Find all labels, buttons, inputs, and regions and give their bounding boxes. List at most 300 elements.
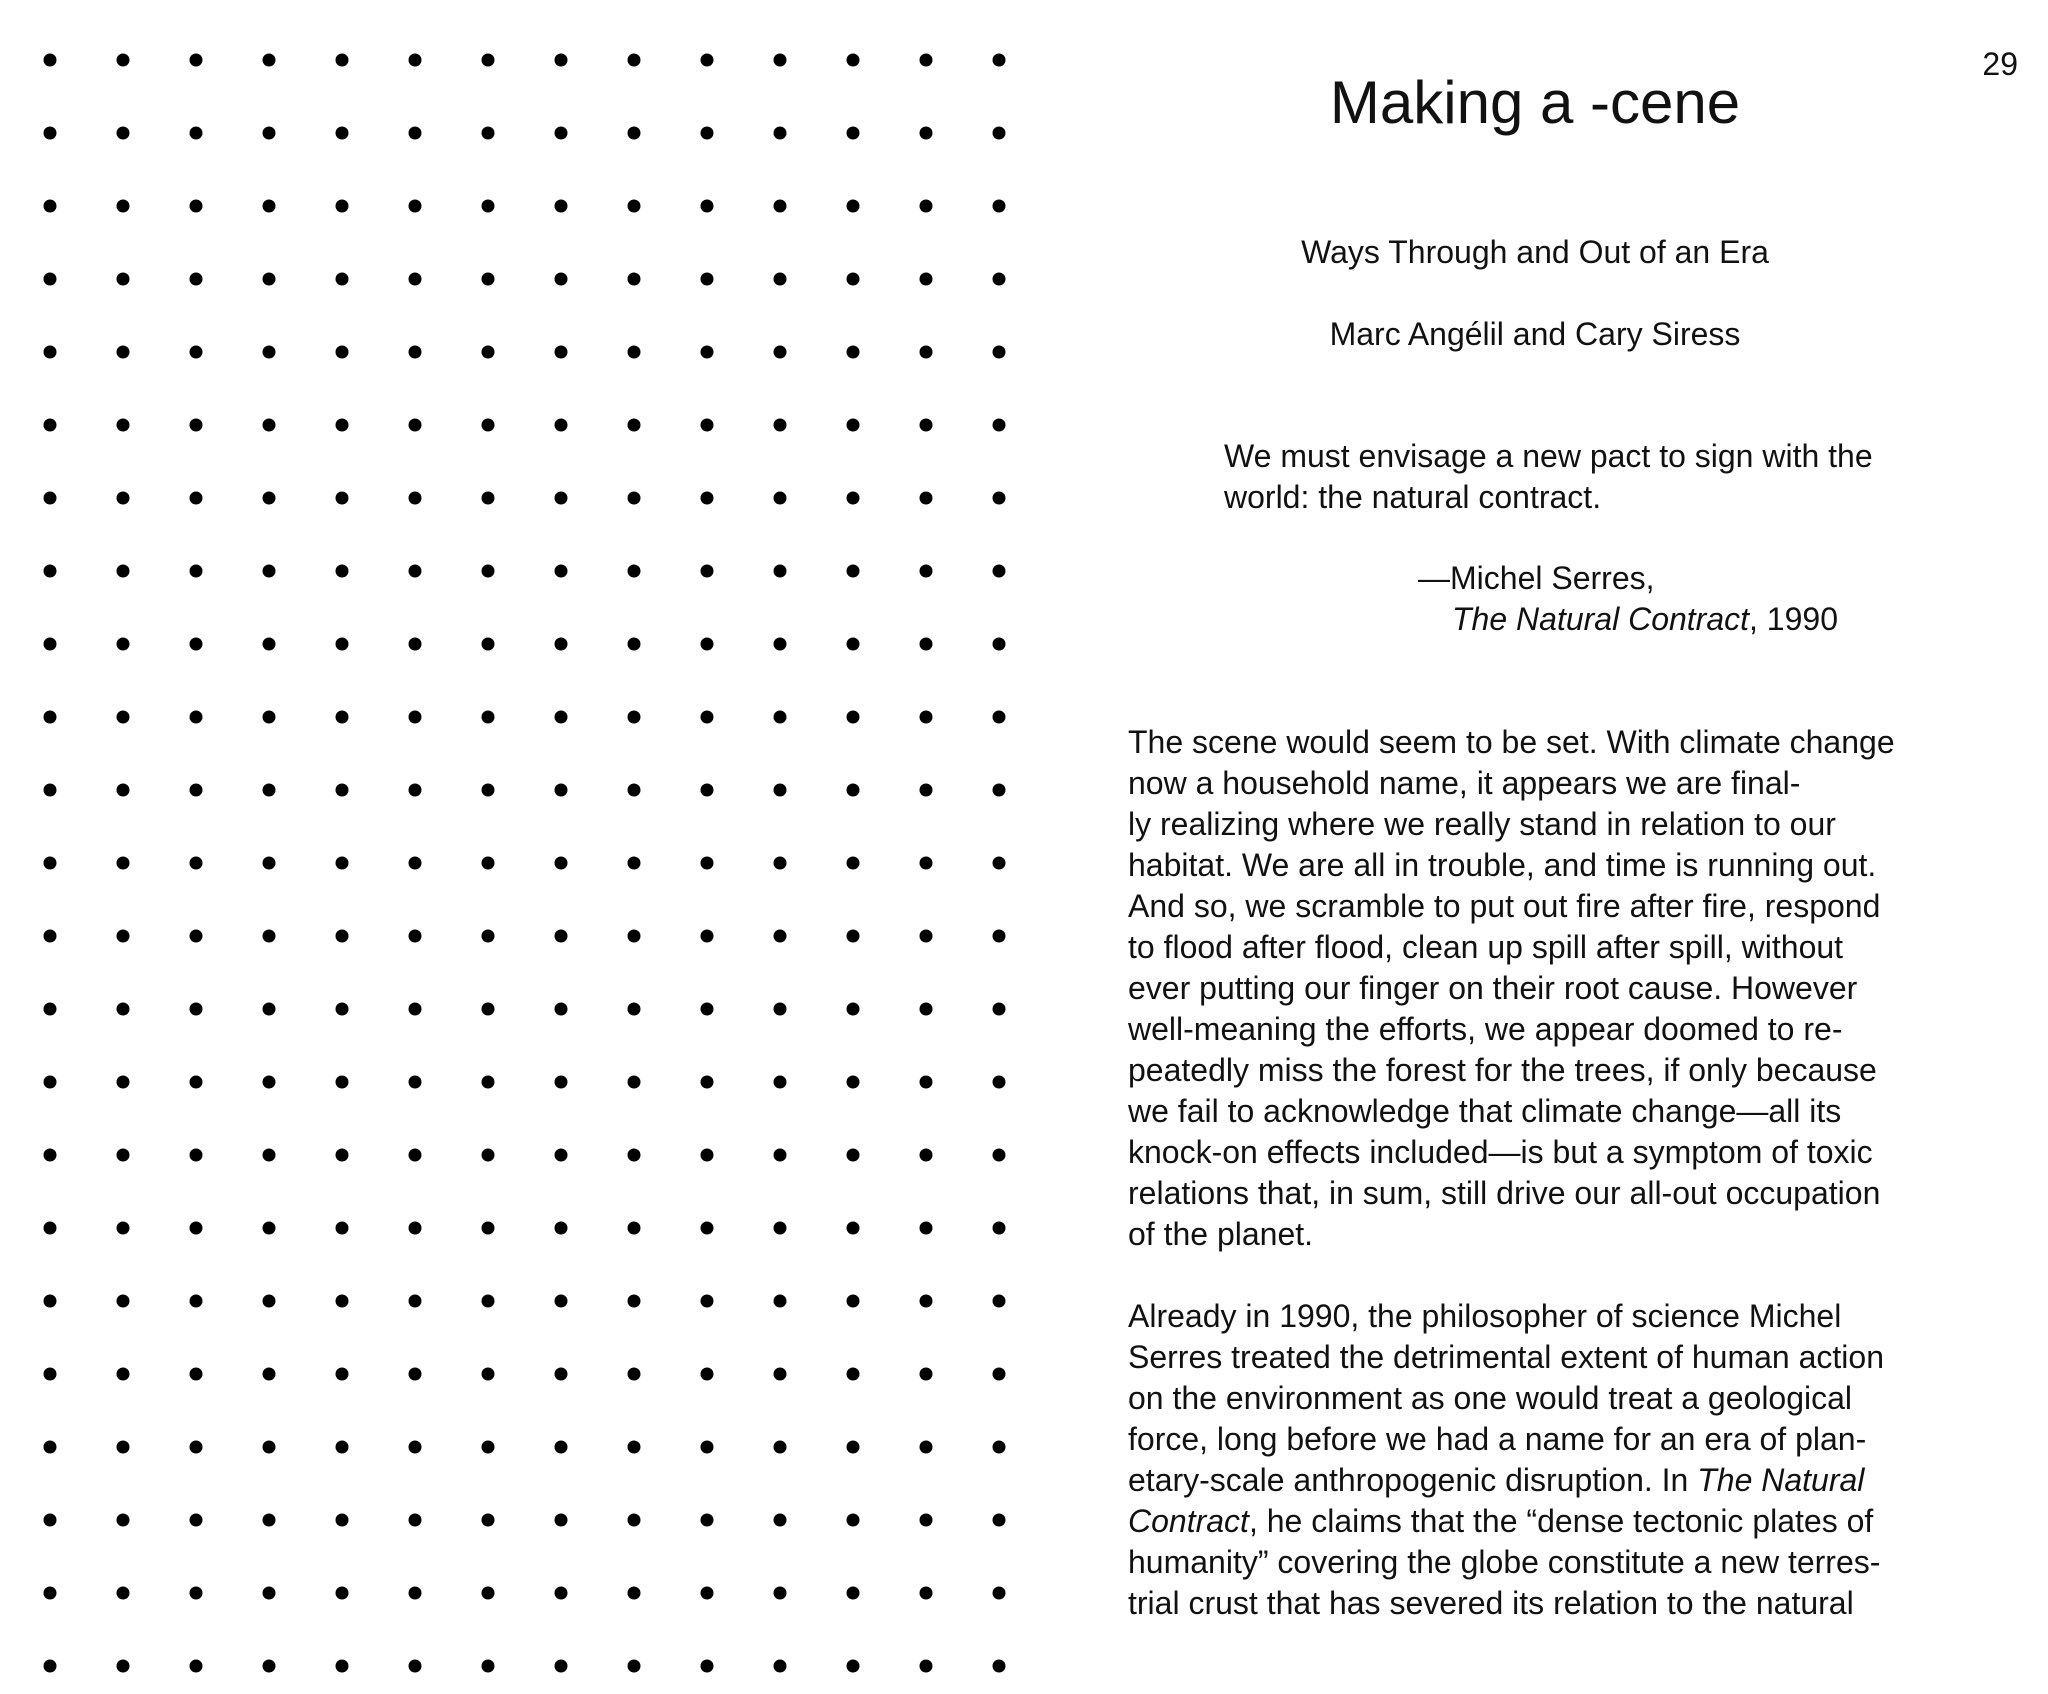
grid-dot — [44, 273, 57, 286]
grid-dot — [628, 1660, 641, 1673]
grid-dot — [482, 711, 495, 724]
epigraph-attribution — [1418, 558, 1938, 640]
grid-dot — [555, 1149, 568, 1162]
grid-dot — [409, 638, 422, 651]
grid-dot — [336, 127, 349, 140]
grid-dot — [774, 930, 787, 943]
grid-dot — [117, 127, 130, 140]
body-paragraph-2 — [1128, 1296, 1988, 1624]
grid-dot — [555, 784, 568, 797]
grid-dot — [993, 711, 1006, 724]
body-line: to flood after flood, clean up spill after spill, without — [1128, 929, 1844, 965]
grid-dot — [628, 711, 641, 724]
grid-dot — [920, 1003, 933, 1016]
grid-dot — [993, 1587, 1006, 1600]
grid-dot — [44, 1660, 57, 1673]
grid-dot — [336, 1368, 349, 1381]
grid-dot — [336, 492, 349, 505]
grid-dot — [993, 1660, 1006, 1673]
grid-dot — [628, 127, 641, 140]
grid-dot — [409, 857, 422, 870]
grid-dot — [44, 1587, 57, 1600]
grid-dot — [555, 419, 568, 432]
grid-dot — [555, 1514, 568, 1527]
grid-dot — [409, 930, 422, 943]
grid-dot — [336, 419, 349, 432]
grid-dot — [263, 1222, 276, 1235]
grid-dot — [482, 638, 495, 651]
grid-dot — [263, 1368, 276, 1381]
grid-dot — [44, 1076, 57, 1089]
grid-dot — [117, 54, 130, 67]
grid-dot — [190, 1076, 203, 1089]
grid-dot — [701, 200, 714, 213]
grid-dot — [263, 492, 276, 505]
grid-dot — [774, 54, 787, 67]
grid-dot — [263, 784, 276, 797]
grid-dot — [774, 857, 787, 870]
grid-dot — [44, 930, 57, 943]
grid-dot — [847, 127, 860, 140]
grid-dot — [409, 1660, 422, 1673]
grid-dot — [482, 200, 495, 213]
grid-dot — [920, 419, 933, 432]
grid-dot — [482, 273, 495, 286]
grid-dot — [263, 1660, 276, 1673]
grid-dot — [336, 638, 349, 651]
grid-dot — [263, 638, 276, 651]
grid-dot — [44, 492, 57, 505]
grid-dot — [555, 273, 568, 286]
grid-dot — [409, 711, 422, 724]
grid-dot — [628, 638, 641, 651]
grid-dot — [920, 1514, 933, 1527]
grid-dot — [190, 1368, 203, 1381]
grid-dot — [190, 346, 203, 359]
grid-dot — [482, 1003, 495, 1016]
body-line: Serres treated the detrimental extent of human action — [1128, 1339, 1884, 1375]
grid-dot — [555, 127, 568, 140]
grid-dot — [628, 1587, 641, 1600]
grid-dot — [336, 1149, 349, 1162]
grid-dot — [701, 1514, 714, 1527]
grid-dot — [555, 638, 568, 651]
grid-dot — [117, 346, 130, 359]
grid-dot — [701, 857, 714, 870]
grid-dot — [44, 565, 57, 578]
grid-dot — [774, 1514, 787, 1527]
grid-dot — [701, 1660, 714, 1673]
grid-dot — [482, 127, 495, 140]
grid-dot — [482, 784, 495, 797]
grid-dot — [482, 1587, 495, 1600]
grid-dot — [628, 1514, 641, 1527]
body-line: on the environment as one would treat a geological — [1128, 1380, 1853, 1416]
grid-dot — [190, 1149, 203, 1162]
body-paragraph-1 — [1128, 722, 1988, 1255]
grid-dot — [628, 1003, 641, 1016]
grid-dot — [44, 1514, 57, 1527]
grid-dot — [628, 419, 641, 432]
grid-dot — [555, 1076, 568, 1089]
grid-dot — [847, 930, 860, 943]
grid-dot — [117, 1222, 130, 1235]
grid-dot — [190, 127, 203, 140]
grid-dot — [190, 857, 203, 870]
grid-dot — [555, 1660, 568, 1673]
grid-dot — [847, 200, 860, 213]
grid-dot — [774, 346, 787, 359]
grid-dot — [920, 638, 933, 651]
grid-dot — [336, 346, 349, 359]
grid-dot — [117, 419, 130, 432]
grid-dot — [190, 492, 203, 505]
grid-dot — [336, 54, 349, 67]
grid-dot — [190, 419, 203, 432]
body-line: The scene would seem to be set. With climate change — [1128, 724, 1895, 760]
grid-dot — [847, 492, 860, 505]
grid-dot — [190, 784, 203, 797]
grid-dot — [263, 419, 276, 432]
grid-dot — [44, 638, 57, 651]
grid-dot — [555, 492, 568, 505]
body-text-run: , he claims that the “dense tectonic plates of — [1248, 1503, 1874, 1539]
grid-dot — [993, 1441, 1006, 1454]
grid-dot — [993, 127, 1006, 140]
grid-dot — [920, 1660, 933, 1673]
grid-dot — [920, 1587, 933, 1600]
grid-dot — [336, 1587, 349, 1600]
grid-dot — [336, 784, 349, 797]
grid-dot — [847, 1149, 860, 1162]
grid-dot — [847, 419, 860, 432]
grid-dot — [993, 857, 1006, 870]
grid-dot — [993, 419, 1006, 432]
grid-dot — [409, 1368, 422, 1381]
grid-dot — [701, 1295, 714, 1308]
grid-dot — [920, 1295, 933, 1308]
grid-dot — [117, 930, 130, 943]
grid-dot — [190, 1295, 203, 1308]
grid-dot — [117, 711, 130, 724]
grid-dot — [44, 1295, 57, 1308]
grid-dot — [555, 1003, 568, 1016]
epigraph-year: , 1990 — [1749, 601, 1838, 637]
body-line: of the planet. — [1128, 1216, 1314, 1252]
grid-dot — [847, 346, 860, 359]
grid-dot — [774, 200, 787, 213]
grid-dot — [117, 638, 130, 651]
grid-dot — [847, 638, 860, 651]
grid-dot — [263, 1514, 276, 1527]
epigraph-work-title: The Natural Contract — [1452, 601, 1750, 637]
grid-dot — [263, 1441, 276, 1454]
article-authors: Marc Angélil and Cary Siress — [1329, 316, 1741, 352]
body-line: relations that, in sum, still drive our all-out occupation — [1128, 1175, 1881, 1211]
grid-dot — [628, 54, 641, 67]
epigraph-work-line — [1418, 599, 1938, 640]
grid-dot — [920, 930, 933, 943]
grid-dot — [409, 1587, 422, 1600]
grid-dot — [701, 1003, 714, 1016]
grid-dot — [920, 54, 933, 67]
body-line: force, long before we had a name for an era of plan- — [1128, 1421, 1867, 1457]
grid-dot — [117, 1441, 130, 1454]
grid-dot — [993, 200, 1006, 213]
body-line: we fail to acknowledge that climate change—all its — [1128, 1093, 1842, 1129]
body-line: well-meaning the efforts, we appear doomed to re- — [1128, 1011, 1843, 1047]
grid-dot — [701, 930, 714, 943]
grid-dot — [44, 54, 57, 67]
grid-dot — [993, 784, 1006, 797]
grid-dot — [409, 1295, 422, 1308]
grid-dot — [117, 784, 130, 797]
grid-dot — [409, 127, 422, 140]
grid-dot — [701, 565, 714, 578]
grid-dot — [847, 857, 860, 870]
grid-dot — [482, 1660, 495, 1673]
grid-dot — [774, 1587, 787, 1600]
body-line: trial crust that has severed its relation to the natural — [1128, 1585, 1854, 1621]
grid-dot — [555, 930, 568, 943]
grid-dot — [44, 346, 57, 359]
grid-dot — [993, 346, 1006, 359]
grid-dot — [44, 857, 57, 870]
page-number: 29 — [1982, 46, 2018, 82]
grid-dot — [482, 1076, 495, 1089]
grid-dot — [482, 492, 495, 505]
grid-dot — [482, 419, 495, 432]
grid-dot — [701, 419, 714, 432]
grid-dot — [555, 1295, 568, 1308]
body-line: knock-on effects included—is but a symptom of toxic — [1128, 1134, 1873, 1170]
grid-dot — [44, 200, 57, 213]
grid-dot — [336, 857, 349, 870]
grid-dot — [482, 1295, 495, 1308]
grid-dot — [263, 1587, 276, 1600]
grid-dot — [336, 565, 349, 578]
grid-dot — [117, 1514, 130, 1527]
grid-dot — [555, 346, 568, 359]
grid-dot — [409, 565, 422, 578]
grid-dot — [920, 273, 933, 286]
grid-dot — [774, 492, 787, 505]
grid-dot — [190, 200, 203, 213]
grid-dot — [774, 127, 787, 140]
grid-dot — [190, 565, 203, 578]
grid-dot — [628, 1441, 641, 1454]
grid-dot — [847, 784, 860, 797]
grid-dot — [701, 784, 714, 797]
grid-dot — [774, 1222, 787, 1235]
epigraph-quote — [1224, 436, 1964, 518]
grid-dot — [701, 1368, 714, 1381]
grid-dot — [701, 54, 714, 67]
grid-dot — [44, 784, 57, 797]
grid-dot — [701, 346, 714, 359]
grid-dot — [774, 711, 787, 724]
grid-dot — [190, 1587, 203, 1600]
grid-dot — [336, 1295, 349, 1308]
grid-dot — [44, 1003, 57, 1016]
grid-dot — [920, 200, 933, 213]
grid-dot — [117, 1660, 130, 1673]
body-line: And so, we scramble to put out fire after fire, respond — [1128, 888, 1881, 924]
grid-dot — [555, 1368, 568, 1381]
grid-dot — [263, 273, 276, 286]
grid-dot — [847, 1076, 860, 1089]
grid-dot — [628, 1368, 641, 1381]
grid-dot — [117, 1003, 130, 1016]
grid-dot — [920, 1222, 933, 1235]
grid-dot — [409, 273, 422, 286]
epigraph-line: We must envisage a new pact to sign with the — [1224, 438, 1873, 474]
grid-dot — [628, 784, 641, 797]
grid-dot — [920, 1076, 933, 1089]
grid-dot — [774, 1295, 787, 1308]
grid-dot — [555, 857, 568, 870]
grid-dot — [190, 1514, 203, 1527]
grid-dot — [117, 1587, 130, 1600]
grid-dot — [336, 1514, 349, 1527]
grid-dot — [920, 565, 933, 578]
body-line: now a household name, it appears we are final- — [1128, 765, 1801, 801]
grid-dot — [482, 857, 495, 870]
grid-dot — [555, 54, 568, 67]
body-line: habitat. We are all in trouble, and time is running out. — [1128, 847, 1877, 883]
grid-dot — [482, 1149, 495, 1162]
grid-dot — [774, 419, 787, 432]
grid-dot — [701, 638, 714, 651]
body-line — [1128, 1501, 1988, 1542]
grid-dot — [628, 565, 641, 578]
grid-dot — [263, 930, 276, 943]
grid-dot — [263, 1149, 276, 1162]
grid-dot — [336, 1003, 349, 1016]
grid-dot — [263, 54, 276, 67]
grid-dot — [336, 1660, 349, 1673]
grid-dot — [628, 273, 641, 286]
grid-dot — [482, 930, 495, 943]
grid-dot — [336, 930, 349, 943]
grid-dot — [847, 273, 860, 286]
grid-dot — [117, 1295, 130, 1308]
grid-dot — [190, 1441, 203, 1454]
grid-dot — [263, 1076, 276, 1089]
grid-dot — [920, 857, 933, 870]
grid-dot — [263, 200, 276, 213]
grid-dot — [701, 127, 714, 140]
grid-dot — [409, 1076, 422, 1089]
grid-dot — [336, 1441, 349, 1454]
grid-dot — [774, 273, 787, 286]
grid-dot — [628, 1295, 641, 1308]
epigraph-author: —Michel Serres, — [1418, 560, 1655, 596]
body-line: ever putting our finger on their root cause. However — [1128, 970, 1858, 1006]
grid-dot — [920, 1149, 933, 1162]
book-title-italic: The Natural — [1697, 1462, 1865, 1498]
grid-dot — [993, 638, 1006, 651]
grid-dot — [263, 1295, 276, 1308]
grid-dot — [628, 200, 641, 213]
grid-dot — [117, 1149, 130, 1162]
grid-dot — [555, 565, 568, 578]
body-line: humanity” covering the globe constitute a new terres- — [1128, 1544, 1881, 1580]
grid-dot — [920, 711, 933, 724]
grid-dot — [993, 1514, 1006, 1527]
grid-dot — [263, 1003, 276, 1016]
grid-dot — [336, 1222, 349, 1235]
grid-dot — [44, 1368, 57, 1381]
grid-dot — [555, 1222, 568, 1235]
grid-dot — [993, 1222, 1006, 1235]
grid-dot — [263, 711, 276, 724]
grid-dot — [701, 1076, 714, 1089]
grid-dot — [409, 346, 422, 359]
grid-dot — [409, 1222, 422, 1235]
grid-dot — [847, 1441, 860, 1454]
grid-dot — [847, 1003, 860, 1016]
grid-dot — [847, 1660, 860, 1673]
grid-dot — [993, 1149, 1006, 1162]
grid-dot — [555, 1441, 568, 1454]
grid-dot — [993, 565, 1006, 578]
grid-dot — [555, 1587, 568, 1600]
grid-dot — [701, 1222, 714, 1235]
grid-dot — [920, 492, 933, 505]
grid-dot — [117, 857, 130, 870]
grid-dot — [190, 711, 203, 724]
grid-dot — [409, 1003, 422, 1016]
grid-dot — [993, 273, 1006, 286]
grid-dot — [774, 1076, 787, 1089]
epigraph-line: world: the natural contract. — [1224, 479, 1602, 515]
grid-dot — [847, 1368, 860, 1381]
grid-dot — [993, 1003, 1006, 1016]
grid-dot — [701, 711, 714, 724]
grid-dot — [920, 346, 933, 359]
grid-dot — [701, 492, 714, 505]
grid-dot — [920, 1441, 933, 1454]
grid-dot — [263, 127, 276, 140]
grid-dot — [774, 1368, 787, 1381]
grid-dot — [117, 273, 130, 286]
grid-dot — [555, 200, 568, 213]
grid-dot — [409, 1441, 422, 1454]
grid-dot — [190, 638, 203, 651]
grid-dot — [117, 1076, 130, 1089]
grid-dot — [628, 492, 641, 505]
grid-dot — [701, 1149, 714, 1162]
grid-dot — [628, 346, 641, 359]
grid-dot — [117, 200, 130, 213]
grid-dot — [482, 54, 495, 67]
grid-dot — [701, 1441, 714, 1454]
grid-dot — [409, 492, 422, 505]
grid-dot — [190, 54, 203, 67]
article-subtitle: Ways Through and Out of an Era — [1301, 234, 1769, 270]
grid-dot — [482, 1222, 495, 1235]
grid-dot — [190, 1003, 203, 1016]
grid-dot — [44, 419, 57, 432]
grid-dot — [920, 127, 933, 140]
grid-dot — [409, 784, 422, 797]
grid-dot — [847, 54, 860, 67]
grid-dot — [774, 1660, 787, 1673]
grid-dot — [555, 711, 568, 724]
grid-dot — [774, 1441, 787, 1454]
grid-dot — [482, 1441, 495, 1454]
